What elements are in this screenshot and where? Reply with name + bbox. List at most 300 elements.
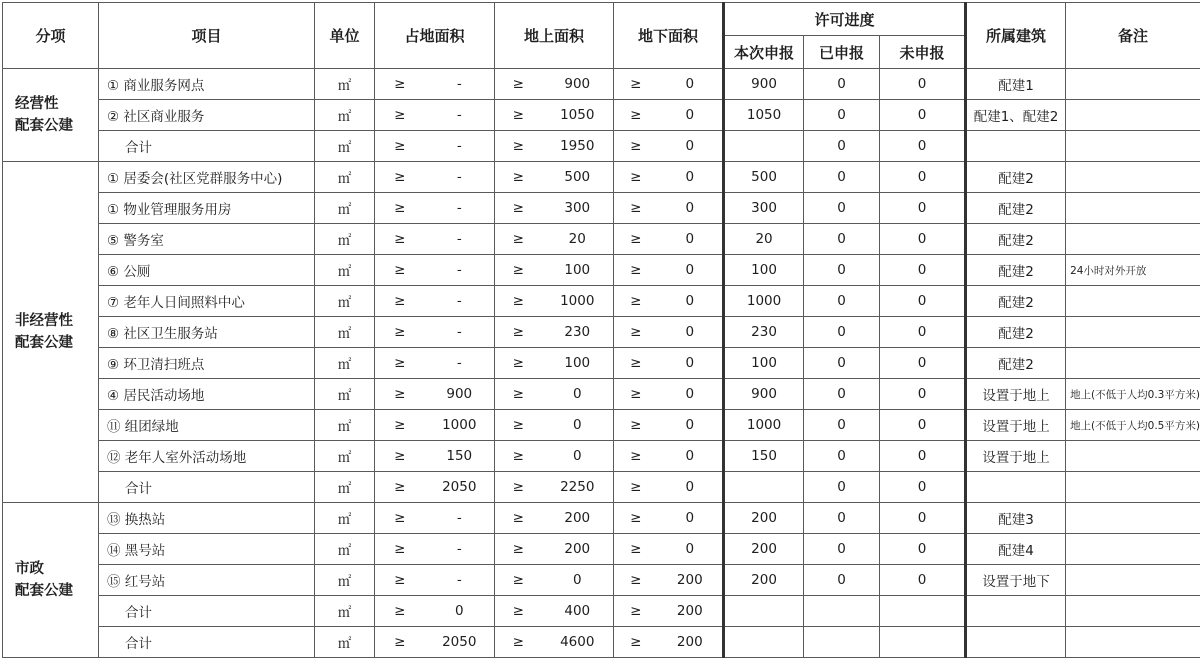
note: [1066, 596, 1200, 627]
header-land-area: 占地面积: [375, 3, 495, 69]
declared: 0: [804, 255, 880, 286]
under-ge: ≥: [614, 472, 658, 503]
under-ge: ≥: [614, 627, 658, 658]
note: [1066, 503, 1200, 534]
item-name: [99, 534, 315, 565]
item-label: ① 商业服务网点: [107, 78, 205, 94]
unit-cell: ㎡: [315, 69, 375, 100]
declared: 0: [804, 348, 880, 379]
unit-cell: ㎡: [315, 131, 375, 162]
declared: 0: [804, 193, 880, 224]
land-area: 150: [425, 441, 495, 472]
under-ge: ≥: [614, 596, 658, 627]
under-ge: ≥: [614, 193, 658, 224]
item-label: ⑧ 社区卫生服务站: [107, 326, 218, 342]
undeclared: 0: [880, 503, 966, 534]
section-name: 非经营性 配套公建: [3, 162, 99, 503]
land-ge: ≥: [375, 565, 425, 596]
unit-cell: ㎡: [315, 565, 375, 596]
land-ge: ≥: [375, 317, 425, 348]
unit-cell: ㎡: [315, 627, 375, 658]
under-ge: ≥: [614, 534, 658, 565]
unit-cell: ㎡: [315, 286, 375, 317]
above-ge: ≥: [495, 193, 542, 224]
subtotal-row: [3, 131, 1200, 162]
building: [966, 627, 1066, 658]
building: 配建2: [966, 162, 1066, 193]
header-permit-progress: 许可进度: [724, 3, 966, 36]
land-ge: ≥: [375, 131, 425, 162]
unit-cell: ㎡: [315, 224, 375, 255]
table-row: [3, 255, 1200, 286]
unit-cell: ㎡: [315, 100, 375, 131]
land-ge: ≥: [375, 348, 425, 379]
under-area: 0: [658, 348, 724, 379]
land-area: 900: [425, 379, 495, 410]
under-ge: ≥: [614, 348, 658, 379]
current-declaration: 230: [724, 317, 804, 348]
land-area: -: [425, 503, 495, 534]
current-declaration: [724, 131, 804, 162]
under-area: 0: [658, 131, 724, 162]
land-area: -: [425, 193, 495, 224]
note: [1066, 131, 1200, 162]
land-ge: ≥: [375, 224, 425, 255]
building: [966, 596, 1066, 627]
item-name: [99, 565, 315, 596]
above-area: 0: [542, 441, 614, 472]
land-ge: ≥: [375, 503, 425, 534]
land-area: -: [425, 286, 495, 317]
building: 配建2: [966, 255, 1066, 286]
item-name: [99, 596, 315, 627]
land-ge: ≥: [375, 162, 425, 193]
unit-cell: ㎡: [315, 317, 375, 348]
undeclared: 0: [880, 317, 966, 348]
under-ge: ≥: [614, 131, 658, 162]
note: [1066, 317, 1200, 348]
note: [1066, 224, 1200, 255]
land-ge: ≥: [375, 534, 425, 565]
declared: 0: [804, 286, 880, 317]
under-area: 0: [658, 534, 724, 565]
above-area: 230: [542, 317, 614, 348]
item-name: [99, 255, 315, 286]
table-row: [3, 534, 1200, 565]
item-label: ⑦ 老年人日间照料中心: [107, 295, 245, 311]
undeclared: 0: [880, 255, 966, 286]
undeclared: [880, 596, 966, 627]
header-current-declaration: 本次申报: [724, 36, 804, 69]
above-area: 1950: [542, 131, 614, 162]
item-name: [99, 503, 315, 534]
table-row: [3, 193, 1200, 224]
table-row: [3, 379, 1200, 410]
building: 配建1: [966, 69, 1066, 100]
current-declaration: [724, 596, 804, 627]
undeclared: 0: [880, 472, 966, 503]
table-row: [3, 224, 1200, 255]
item-name: [99, 193, 315, 224]
subtotal-row: [3, 472, 1200, 503]
above-ge: ≥: [495, 410, 542, 441]
item-name: [99, 162, 315, 193]
item-label: ① 居委会(社区党群服务中心): [107, 171, 283, 187]
item-label: ④ 居民活动场地: [107, 388, 205, 404]
above-ge: ≥: [495, 162, 542, 193]
under-area: 0: [658, 100, 724, 131]
above-area: 400: [542, 596, 614, 627]
above-area: 1000: [542, 286, 614, 317]
above-area: 100: [542, 255, 614, 286]
building: 设置于地上: [966, 441, 1066, 472]
declared: 0: [804, 317, 880, 348]
under-area: 0: [658, 69, 724, 100]
table-row: [3, 162, 1200, 193]
under-area: 0: [658, 193, 724, 224]
note: [1066, 193, 1200, 224]
undeclared: 0: [880, 69, 966, 100]
table-row: [3, 100, 1200, 131]
item-name: [99, 317, 315, 348]
under-area: 0: [658, 224, 724, 255]
land-ge: ≥: [375, 69, 425, 100]
undeclared: 0: [880, 410, 966, 441]
current-declaration: 100: [724, 255, 804, 286]
header-item: 项目: [99, 3, 315, 69]
header-note: 备注: [1066, 3, 1200, 69]
building: 设置于地上: [966, 379, 1066, 410]
land-area: -: [425, 255, 495, 286]
declared: 0: [804, 69, 880, 100]
land-area: -: [425, 534, 495, 565]
declared: 0: [804, 565, 880, 596]
under-ge: ≥: [614, 69, 658, 100]
declared: 0: [804, 131, 880, 162]
building: 配建2: [966, 224, 1066, 255]
building: 设置于地下: [966, 565, 1066, 596]
land-ge: ≥: [375, 472, 425, 503]
under-area: 0: [658, 162, 724, 193]
item-label: 合计: [125, 636, 152, 652]
under-area: 0: [658, 503, 724, 534]
note: [1066, 565, 1200, 596]
land-ge: ≥: [375, 193, 425, 224]
item-name: [99, 627, 315, 658]
under-area: 0: [658, 286, 724, 317]
declared: [804, 627, 880, 658]
undeclared: 0: [880, 100, 966, 131]
land-area: 0: [425, 596, 495, 627]
above-area: 0: [542, 410, 614, 441]
table-row: [3, 410, 1200, 441]
above-ge: ≥: [495, 224, 542, 255]
above-area: 500: [542, 162, 614, 193]
table-row: [3, 441, 1200, 472]
above-ge: ≥: [495, 503, 542, 534]
above-area: 2250: [542, 472, 614, 503]
above-ge: ≥: [495, 100, 542, 131]
note: [1066, 286, 1200, 317]
land-area: -: [425, 162, 495, 193]
note: [1066, 69, 1200, 100]
above-area: 300: [542, 193, 614, 224]
item-name: [99, 441, 315, 472]
above-area: 20: [542, 224, 614, 255]
building: [966, 472, 1066, 503]
under-area: 0: [658, 379, 724, 410]
above-ge: ≥: [495, 286, 542, 317]
item-label: ② 社区商业服务: [107, 109, 205, 125]
item-name: [99, 379, 315, 410]
current-declaration: 200: [724, 534, 804, 565]
item-label: ⑥ 公厕: [107, 264, 151, 280]
note: [1066, 100, 1200, 131]
current-declaration: 200: [724, 565, 804, 596]
declared: [804, 596, 880, 627]
land-area: 2050: [425, 627, 495, 658]
item-label: ⑭ 黑号站: [107, 543, 166, 559]
land-area: -: [425, 131, 495, 162]
section-name: 经营性 配套公建: [3, 69, 99, 162]
above-ge: ≥: [495, 441, 542, 472]
note: 地上(不低于人均0.3平方米): [1066, 379, 1200, 410]
above-area: 0: [542, 565, 614, 596]
undeclared: 0: [880, 162, 966, 193]
declared: 0: [804, 441, 880, 472]
under-ge: ≥: [614, 100, 658, 131]
above-ge: ≥: [495, 131, 542, 162]
item-name: [99, 472, 315, 503]
undeclared: 0: [880, 565, 966, 596]
unit-cell: ㎡: [315, 193, 375, 224]
under-ge: ≥: [614, 317, 658, 348]
land-area: -: [425, 348, 495, 379]
above-ge: ≥: [495, 317, 542, 348]
under-area: 0: [658, 410, 724, 441]
current-declaration: 1000: [724, 286, 804, 317]
above-area: 100: [542, 348, 614, 379]
building: 配建4: [966, 534, 1066, 565]
under-area: 200: [658, 627, 724, 658]
header-category: 分项: [3, 3, 99, 69]
table-row: [3, 317, 1200, 348]
current-declaration: 900: [724, 379, 804, 410]
undeclared: 0: [880, 131, 966, 162]
above-area: 1050: [542, 100, 614, 131]
land-area: -: [425, 565, 495, 596]
table-row: [3, 69, 1200, 100]
land-area: 1000: [425, 410, 495, 441]
header-unit: 单位: [315, 3, 375, 69]
note: [1066, 627, 1200, 658]
above-area: 200: [542, 534, 614, 565]
under-ge: ≥: [614, 255, 658, 286]
table-row: [3, 503, 1200, 534]
land-ge: ≥: [375, 441, 425, 472]
above-ge: ≥: [495, 627, 542, 658]
undeclared: 0: [880, 348, 966, 379]
land-ge: ≥: [375, 379, 425, 410]
under-ge: ≥: [614, 503, 658, 534]
current-declaration: 300: [724, 193, 804, 224]
table-body: [3, 69, 1200, 658]
current-declaration: 100: [724, 348, 804, 379]
header-building: 所属建筑: [966, 3, 1066, 69]
item-label: 合计: [125, 481, 152, 497]
above-ge: ≥: [495, 565, 542, 596]
land-ge: ≥: [375, 100, 425, 131]
table-row: [3, 348, 1200, 379]
item-label: ⑫ 老年人室外活动场地: [107, 450, 247, 466]
building: 配建1、配建2: [966, 100, 1066, 131]
under-area: 0: [658, 441, 724, 472]
item-label: ⑮ 红号站: [107, 574, 166, 590]
current-declaration: 1050: [724, 100, 804, 131]
land-area: -: [425, 100, 495, 131]
under-ge: ≥: [614, 224, 658, 255]
unit-cell: ㎡: [315, 379, 375, 410]
under-ge: ≥: [614, 379, 658, 410]
undeclared: 0: [880, 441, 966, 472]
subtotal-row: [3, 596, 1200, 627]
above-area: 4600: [542, 627, 614, 658]
above-ge: ≥: [495, 534, 542, 565]
building: 配建2: [966, 193, 1066, 224]
item-name: [99, 224, 315, 255]
above-area: 200: [542, 503, 614, 534]
current-declaration: 1000: [724, 410, 804, 441]
under-ge: ≥: [614, 286, 658, 317]
current-declaration: [724, 472, 804, 503]
item-name: [99, 69, 315, 100]
item-label: 合计: [125, 140, 152, 156]
declared: 0: [804, 534, 880, 565]
land-ge: ≥: [375, 410, 425, 441]
unit-cell: ㎡: [315, 596, 375, 627]
note: [1066, 472, 1200, 503]
above-ge: ≥: [495, 348, 542, 379]
above-area: 900: [542, 69, 614, 100]
undeclared: 0: [880, 224, 966, 255]
building: [966, 131, 1066, 162]
unit-cell: ㎡: [315, 410, 375, 441]
declared: 0: [804, 379, 880, 410]
current-declaration: 150: [724, 441, 804, 472]
header-above-ground-area: 地上面积: [495, 3, 614, 69]
item-name: [99, 410, 315, 441]
unit-cell: ㎡: [315, 255, 375, 286]
header-underground-area: 地下面积: [614, 3, 724, 69]
note: [1066, 162, 1200, 193]
declared: 0: [804, 472, 880, 503]
above-ge: ≥: [495, 379, 542, 410]
land-area: -: [425, 317, 495, 348]
declared: 0: [804, 503, 880, 534]
declared: 0: [804, 162, 880, 193]
unit-cell: ㎡: [315, 441, 375, 472]
undeclared: 0: [880, 379, 966, 410]
under-area: 0: [658, 255, 724, 286]
under-ge: ≥: [614, 565, 658, 596]
note: [1066, 534, 1200, 565]
current-declaration: 900: [724, 69, 804, 100]
item-label: 合计: [125, 605, 152, 621]
item-label: ⑪ 组团绿地: [107, 419, 179, 435]
unit-cell: ㎡: [315, 472, 375, 503]
under-ge: ≥: [614, 410, 658, 441]
land-area: -: [425, 69, 495, 100]
above-ge: ≥: [495, 472, 542, 503]
note: 24小时对外开放: [1066, 255, 1200, 286]
under-area: 0: [658, 472, 724, 503]
above-ge: ≥: [495, 596, 542, 627]
item-name: [99, 286, 315, 317]
unit-cell: ㎡: [315, 534, 375, 565]
declared: 0: [804, 224, 880, 255]
item-name: [99, 131, 315, 162]
undeclared: 0: [880, 286, 966, 317]
item-label: ① 物业管理服务用房: [107, 202, 232, 218]
note: [1066, 348, 1200, 379]
under-area: 200: [658, 596, 724, 627]
declared: 0: [804, 100, 880, 131]
building: 配建2: [966, 348, 1066, 379]
above-ge: ≥: [495, 69, 542, 100]
unit-cell: ㎡: [315, 348, 375, 379]
unit-cell: ㎡: [315, 503, 375, 534]
building: 配建2: [966, 317, 1066, 348]
undeclared: [880, 627, 966, 658]
item-label: ⑨ 环卫清扫班点: [107, 357, 205, 373]
subtotal-row: [3, 627, 1200, 658]
header-declared: 已申报: [804, 36, 880, 69]
land-area: -: [425, 224, 495, 255]
under-ge: ≥: [614, 162, 658, 193]
under-ge: ≥: [614, 441, 658, 472]
item-name: [99, 348, 315, 379]
current-declaration: 200: [724, 503, 804, 534]
unit-cell: ㎡: [315, 162, 375, 193]
note: [1066, 441, 1200, 472]
building: 配建2: [966, 286, 1066, 317]
land-ge: ≥: [375, 255, 425, 286]
table-row: [3, 286, 1200, 317]
above-ge: ≥: [495, 255, 542, 286]
section-name: 市政 配套公建: [3, 503, 99, 658]
header-undeclared: 未申报: [880, 36, 966, 69]
item-label: ⑬ 换热站: [107, 512, 166, 528]
under-area: 200: [658, 565, 724, 596]
declared: 0: [804, 410, 880, 441]
land-area: 2050: [425, 472, 495, 503]
current-declaration: 20: [724, 224, 804, 255]
current-declaration: 500: [724, 162, 804, 193]
table-row: [3, 565, 1200, 596]
current-declaration: [724, 627, 804, 658]
land-ge: ≥: [375, 627, 425, 658]
building: 设置于地上: [966, 410, 1066, 441]
item-label: ⑤ 警务室: [107, 233, 164, 249]
land-ge: ≥: [375, 596, 425, 627]
note: 地上(不低于人均0.5平方米): [1066, 410, 1200, 441]
building: 配建3: [966, 503, 1066, 534]
land-ge: ≥: [375, 286, 425, 317]
undeclared: 0: [880, 534, 966, 565]
above-area: 0: [542, 379, 614, 410]
under-area: 0: [658, 317, 724, 348]
item-name: [99, 100, 315, 131]
